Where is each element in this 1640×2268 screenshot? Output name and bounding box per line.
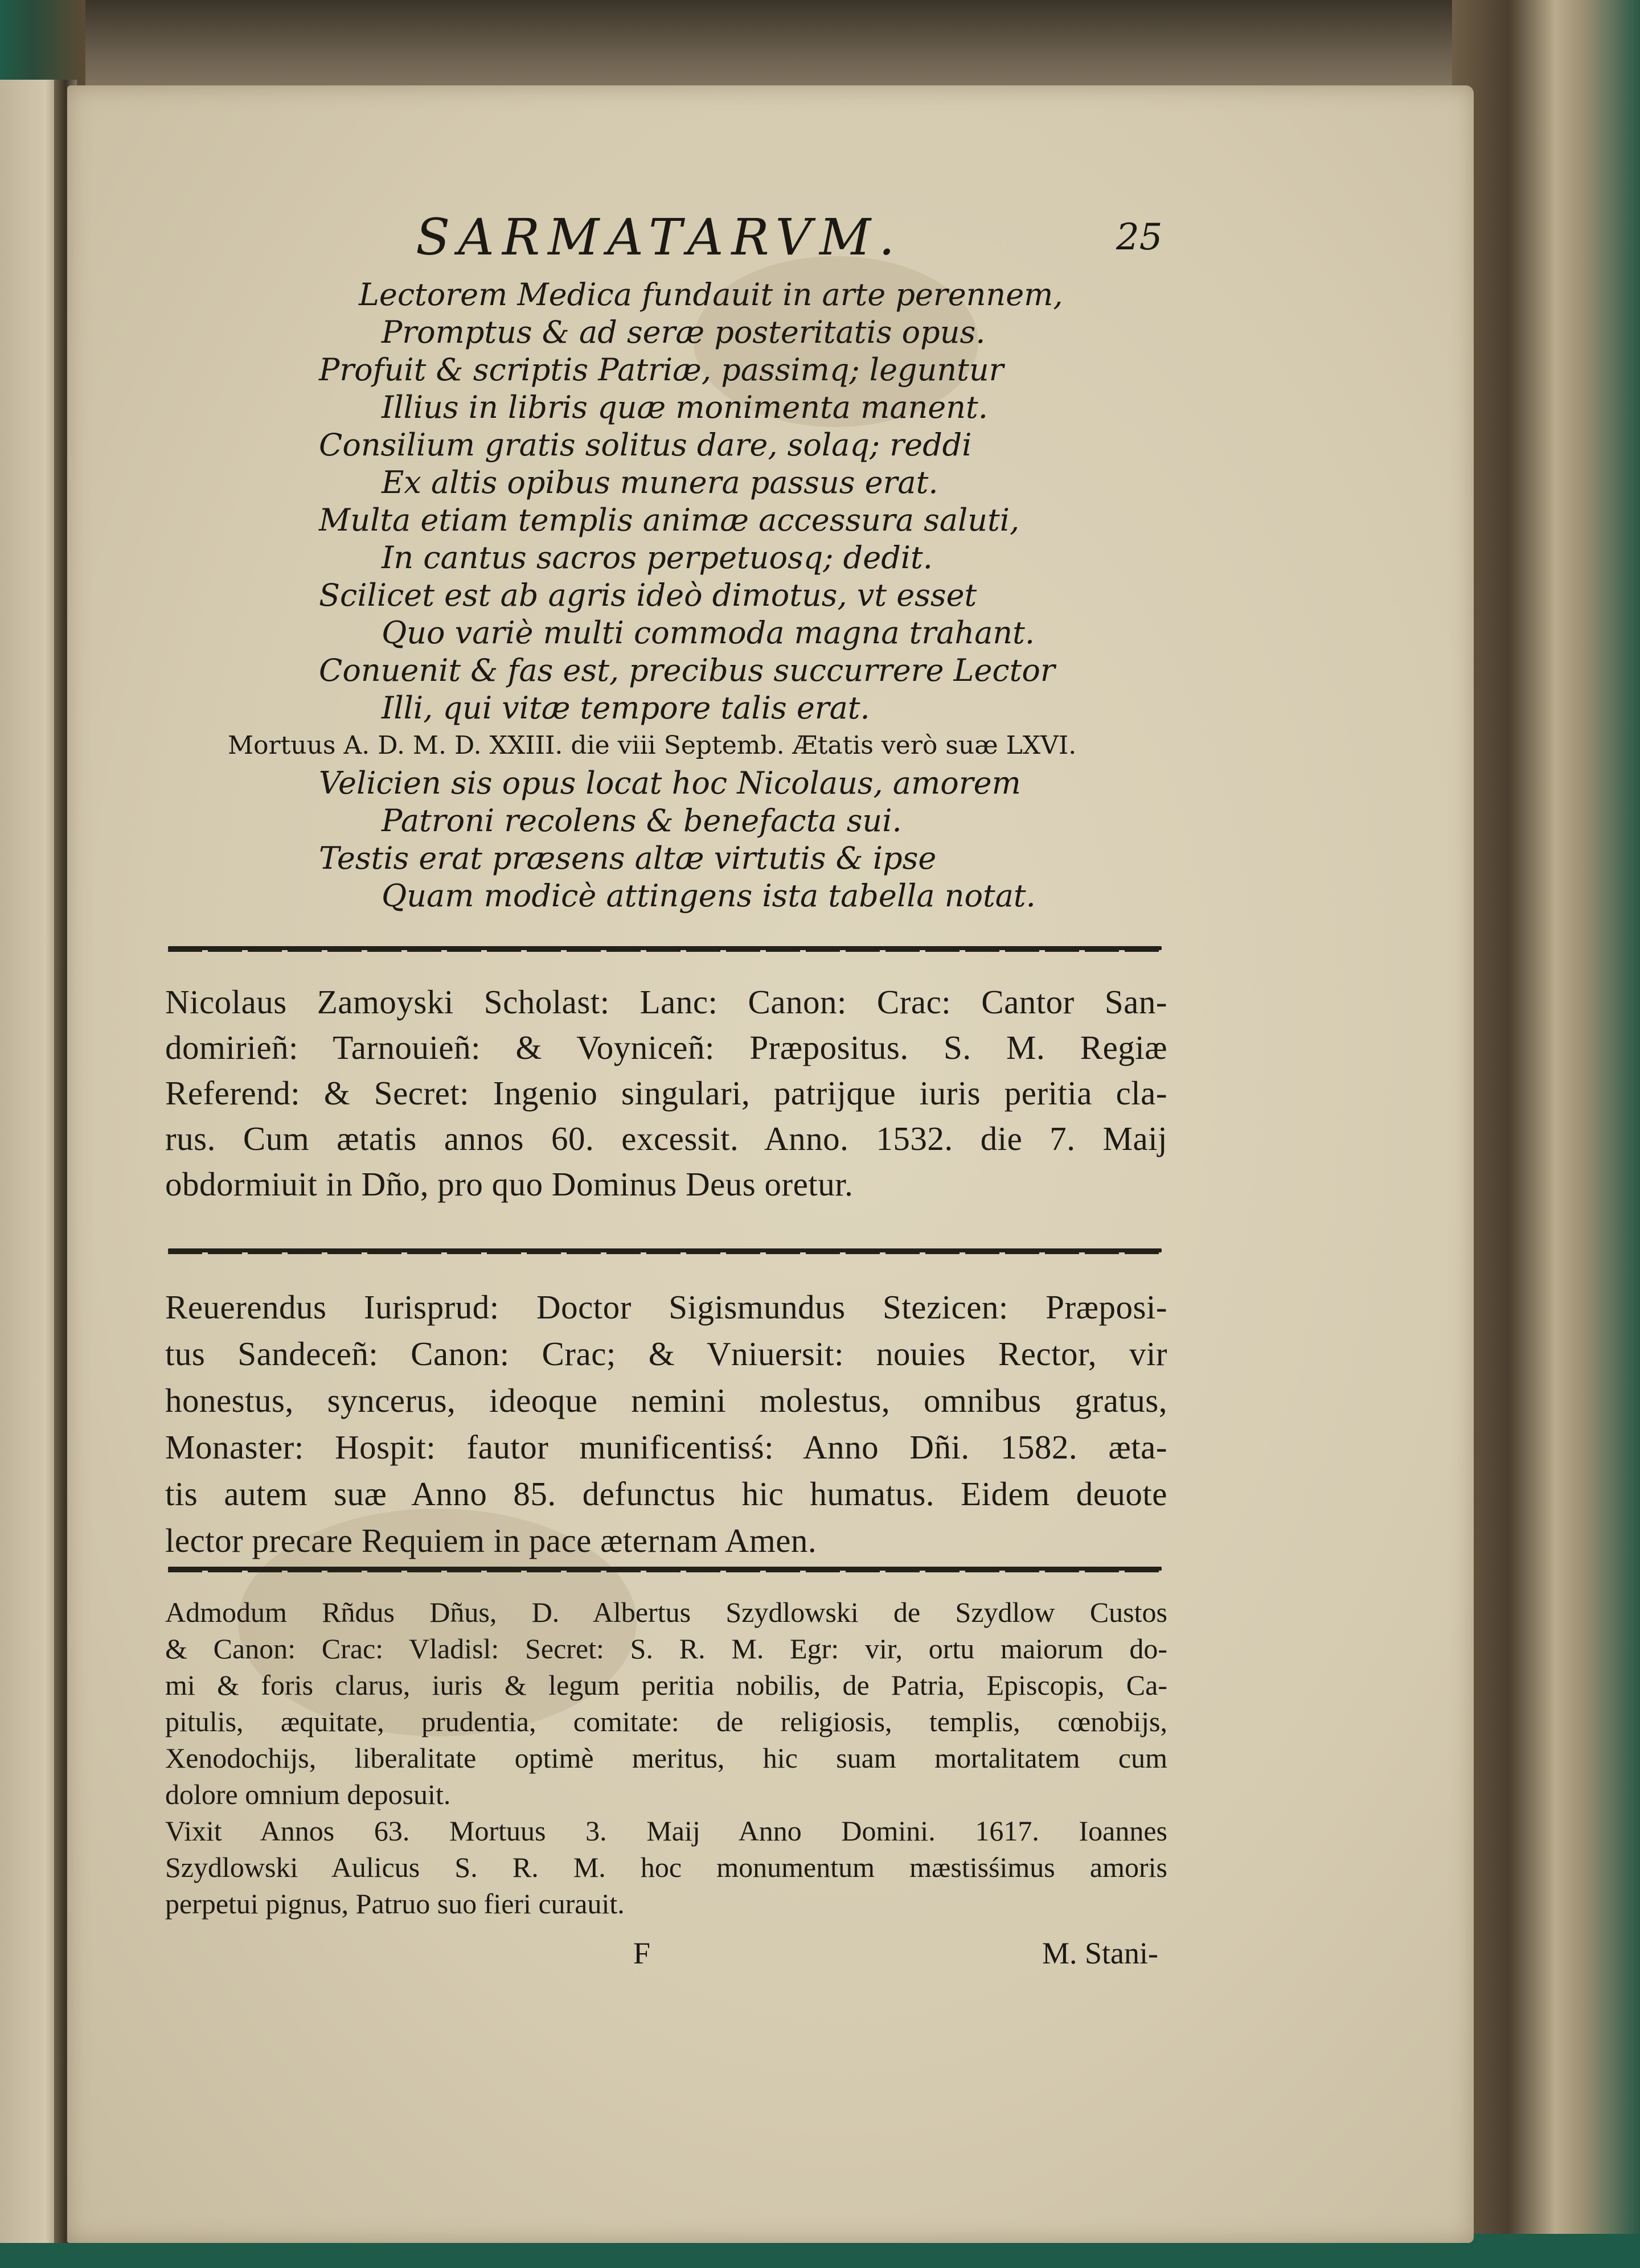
poem-line: Conuenit & fas est, precibus succurrere Lector	[319, 652, 1055, 688]
text-line: lector precare Requiem in pace æternam Amen.	[165, 1522, 817, 1559]
poem-line: Quam modicè attingens ista tabella notat.	[382, 878, 1036, 914]
poem-line: Profuit & scriptis Patriæ, passimq; leguntur	[319, 352, 1004, 388]
epitaph-szydlowski	[165, 1594, 1167, 1922]
section-rule	[168, 1567, 1162, 1571]
text-line: Nicolaus Zamoyski Scholast: Lanc: Canon: Crac: Cantor San-	[165, 983, 1167, 1021]
text-line: Xenodochijs, liberalitate optimè meritus, hic suam mortalitatem cum	[165, 1742, 1167, 1774]
text-line: Admodum Rñdus Dñus, D. Albertus Szydlowski de Szydlow Custos	[165, 1596, 1167, 1628]
poem-line: Testis erat præsens altæ virtutis & ipse	[319, 840, 937, 876]
text-line: domirieñ: Tarnouieñ: & Voyniceñ: Præpositus. S. M. Regiæ	[165, 1029, 1167, 1066]
epitaph-poem	[228, 276, 1230, 915]
text-line: pitulis, æquitate, prudentia, comitate: de religiosis, templis, cœnobijs,	[165, 1706, 1167, 1737]
section-rule	[168, 1248, 1162, 1252]
poem-line: In cantus sacros perpetuosq; dedit.	[382, 540, 933, 576]
poem-line: Quo variè multi commoda magna trahant.	[382, 615, 1035, 651]
poem-line: Ex altis opibus munera passus erat.	[382, 465, 938, 500]
poem-stanza-2	[319, 765, 1230, 915]
poem-line: Consilium gratis solitus dare, solaq; reddi	[319, 427, 972, 463]
page-number: 25	[1116, 216, 1163, 258]
section-rule	[168, 946, 1162, 950]
poem-line: Patroni recolens & benefacta sui.	[382, 803, 902, 839]
text-line: Reuerendus Iurisprud: Doctor Sigismundus Stezicen: Præposi-	[165, 1288, 1167, 1326]
poem-line: Promptus & ad seræ posteritatis opus.	[382, 314, 986, 350]
text-line: tis autem suæ Anno 85. defunctus hic humatus. Eidem deuote	[165, 1475, 1167, 1513]
running-head: SARMATARVM.	[416, 208, 903, 266]
poem-line: Illi, qui vitæ tempore talis erat.	[382, 690, 870, 726]
text-line: honestus, syncerus, ideoque nemini molestus, omnibus gratus,	[165, 1382, 1167, 1419]
text-line: mi & foris clarus, iuris & legum peritia nobilis, de Patria, Episcopis, Ca-	[165, 1669, 1167, 1701]
epitaph-stezicen	[165, 1284, 1167, 1564]
poem-line: Lectorem Medica fundauit in arte perennem,	[359, 277, 1063, 313]
text-line: rus. Cum ætatis annos 60. excessit. Anno. 1532. die 7. Maij	[165, 1120, 1167, 1157]
text-line: obdormiuit in Dño, pro quo Dominus Deus oretur.	[165, 1165, 854, 1203]
poem-line: Illius in libris quæ monimenta manent.	[382, 389, 988, 425]
catchword: M. Stani-	[1042, 1936, 1159, 1970]
signature-mark: F	[633, 1936, 651, 1970]
text-line: & Canon: Crac: Vladisl: Secret: S. R. M. Egr: vir, ortu maiorum do-	[165, 1633, 1167, 1665]
death-date-line: Mortuus A. D. M. D. XXIII. die viii Septemb. Ætatis verò suæ LXVI.	[228, 731, 1077, 760]
text-line: perpetui pignus, Patruo suo fieri curauit.	[165, 1888, 625, 1920]
text-line: Szydlowski Aulicus S. R. M. hoc monumentum mæstisśimus amoris	[165, 1851, 1167, 1883]
poem-line: Multa etiam templis animæ accessura saluti,	[319, 502, 1020, 538]
poem-line: Velicien sis opus locat hoc Nicolaus, amorem	[319, 765, 1021, 801]
text-line: Vixit Annos 63. Mortuus 3. Maij Anno Domini. 1617. Ioannes	[165, 1815, 1167, 1847]
epitaph-zamoyski	[165, 979, 1167, 1207]
text-line: tus Sandeceñ: Canon: Crac; & Vniuersit: nouies Rector, vir	[165, 1335, 1167, 1373]
poem-line: Scilicet est ab agris ideò dimotus, vt esset	[319, 577, 977, 613]
text-line: Referend: & Secret: Ingenio singulari, patrijque iuris peritia cla-	[165, 1074, 1167, 1112]
text-line: Monaster: Hospit: fautor munificentisś: Anno Dñi. 1582. æta-	[165, 1428, 1167, 1466]
poem-stanza-1	[319, 276, 1230, 727]
text-line: dolore omnium deposuit.	[165, 1778, 451, 1810]
